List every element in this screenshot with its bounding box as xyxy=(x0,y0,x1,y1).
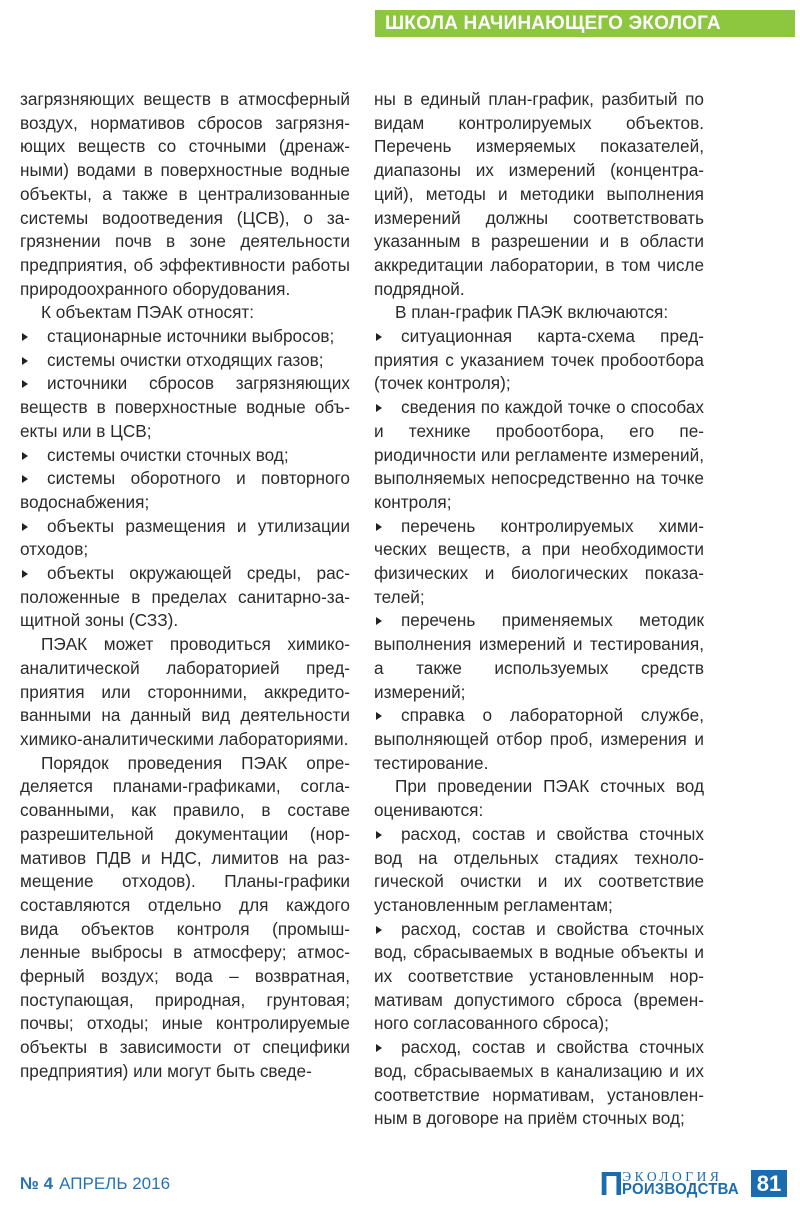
list-item xyxy=(374,396,704,515)
bullet-arrow-icon xyxy=(376,831,382,839)
issue-info xyxy=(20,1174,170,1194)
list-item xyxy=(374,704,704,775)
list-item xyxy=(374,918,704,1037)
list-item-text: расход, состав и свойства сточных вод, сбрасываемых в канализацию и их соответствие нормативам, установленным в договоре на приём сточных вод; xyxy=(374,1037,704,1129)
bullet-arrow-icon xyxy=(22,523,28,531)
list-item xyxy=(20,325,350,349)
issue-number: № 4 xyxy=(20,1174,54,1193)
list-item-text: объекты размещения и утилизации отходов; xyxy=(20,515,350,560)
magazine-logo-wordmark xyxy=(599,1165,748,1202)
paragraph: При проведении ПЭАК сточных вод оцениваются: xyxy=(374,776,704,821)
bullet-arrow-icon xyxy=(22,357,28,365)
bullet-arrow-icon xyxy=(22,452,28,460)
left-column xyxy=(20,88,350,1150)
bullet-arrow-icon xyxy=(376,617,382,625)
paragraph: ны в единый план-график, разбитый по видам контролируемых объектов. Перечень измеряемых показателей, диапазоны их измерений (концентраций), методы и методики выполнения измерений должны соответствовать указанным в разрешении и в области аккредитации лаборатории, в том числе подрядной. xyxy=(374,89,704,299)
list-item-text: системы очистки отходящих газов; xyxy=(47,349,324,370)
bullet-arrow-icon xyxy=(376,1044,382,1052)
list-item-text: перечень применяемых методик выполнения измерений и тестирования, а также используемых средств измерений; xyxy=(374,610,704,702)
list-item-text: системы очистки сточных вод; xyxy=(47,444,289,465)
list-item-text: ситуационная карта-схема предприятия с указанием точек пробоотбора (точек контроля); xyxy=(374,326,704,394)
magazine-logo xyxy=(599,1165,787,1202)
section-header-banner xyxy=(375,10,795,37)
list-item-text: расход, состав и свойства сточных вод на отдельных стадиях технологической очистки и их соответствие установленным регламентам; xyxy=(374,823,704,915)
list-item xyxy=(374,325,704,396)
paragraph: В план-график ПАЭК включаются: xyxy=(395,302,669,323)
page-number: 81 xyxy=(756,1170,782,1196)
list-item-text: расход, состав и свойства сточных вод, сбрасываемых в водные объекты и их соответствие установленным нормативам допустимого сброса (временного согласованного сброса); xyxy=(374,918,704,1034)
bullet-arrow-icon xyxy=(376,523,382,531)
list-item xyxy=(20,372,350,443)
bullet-arrow-icon xyxy=(22,380,28,388)
list-item xyxy=(374,1036,704,1131)
paragraph: К объектам ПЭАК относят: xyxy=(41,302,255,323)
list-item xyxy=(20,515,350,562)
logo-big-letter: П xyxy=(599,1165,623,1202)
paragraph: загрязняющих веществ в атмосферный воздух, нормативов сбросов загрязняющих веществ со сточными (дренажными) водами в поверхностные водные объекты, а также в централизованные системы водоотведения (ЦСВ), о загрязнении почв в зоне деятельности предприятия, об эффективности работы природоохранного оборудования. xyxy=(20,89,350,299)
bullet-arrow-icon xyxy=(376,404,382,412)
paragraph: ПЭАК может проводиться химико-аналитической лабораторией предприятия или сторонними, аккредитованными на данный вид деятельности химико-аналитическими лабораториями. xyxy=(20,634,350,749)
bullet-arrow-icon xyxy=(22,475,28,483)
bullet-arrow-icon xyxy=(22,570,28,578)
issue-date: АПРЕЛЬ 2016 xyxy=(59,1174,171,1193)
list-item xyxy=(374,609,704,704)
list-item xyxy=(20,349,350,373)
list-item-text: источники сбросов загрязняющих веществ в поверхностные водные объекты или в ЦСВ; xyxy=(20,373,350,441)
list-item xyxy=(374,515,704,610)
list-item xyxy=(20,444,350,468)
list-item xyxy=(20,467,350,514)
list-item-text: сведения по каждой точке о способах и технике пробоотбора, его периодичности или регламенте измерений, выполняемых непосредственно на точке контроля; xyxy=(374,397,704,512)
right-column xyxy=(374,88,704,1150)
list-item xyxy=(20,562,350,633)
article-body xyxy=(20,88,704,1150)
page-number-badge xyxy=(751,1170,787,1197)
bullet-arrow-icon xyxy=(376,333,382,341)
list-item-text: системы оборотного и повторного водоснабжения; xyxy=(20,468,350,512)
logo-line-ecology: ЭКОЛОГИЯ xyxy=(622,1169,723,1184)
list-item xyxy=(374,823,704,918)
bullet-arrow-icon xyxy=(376,712,382,720)
section-title: ШКОЛА НАЧИНАЮЩЕГО ЭКОЛОГА xyxy=(385,12,721,34)
list-item-text: перечень контролируемых химических веществ, а при необходимости физических и биологических показателей; xyxy=(374,515,704,607)
paragraph: Порядок проведения ПЭАК определяется планами-графиками, согласованными, как правило, в составе разрешительной документации (нормативов ПДВ и НДС, лимитов на размещение отходов). Планы-графики составляются отдельно для каждого вида объектов контроля (промышленные выбросы в атмосферу; атмосферный воздух; вода – возвратная, поступающая, природная, грунтовая; почвы; отходы; иные контролируемые объекты в зависимости от специфики предприятия) или могут быть сведе- xyxy=(20,752,350,1081)
bullet-arrow-icon xyxy=(22,333,28,341)
logo-line-production: РОИЗВОДСТВА xyxy=(622,1181,740,1198)
list-item-text: справка о лабораторной службе, выполняющей отбор проб, измерения и тестирование. xyxy=(374,705,704,773)
list-item-text: объекты окружающей среды, расположенные в пределах санитарно-защитной зоны (СЗЗ). xyxy=(20,563,350,631)
bullet-arrow-icon xyxy=(376,926,382,934)
list-item-text: стационарные источники выбросов; xyxy=(47,326,335,347)
